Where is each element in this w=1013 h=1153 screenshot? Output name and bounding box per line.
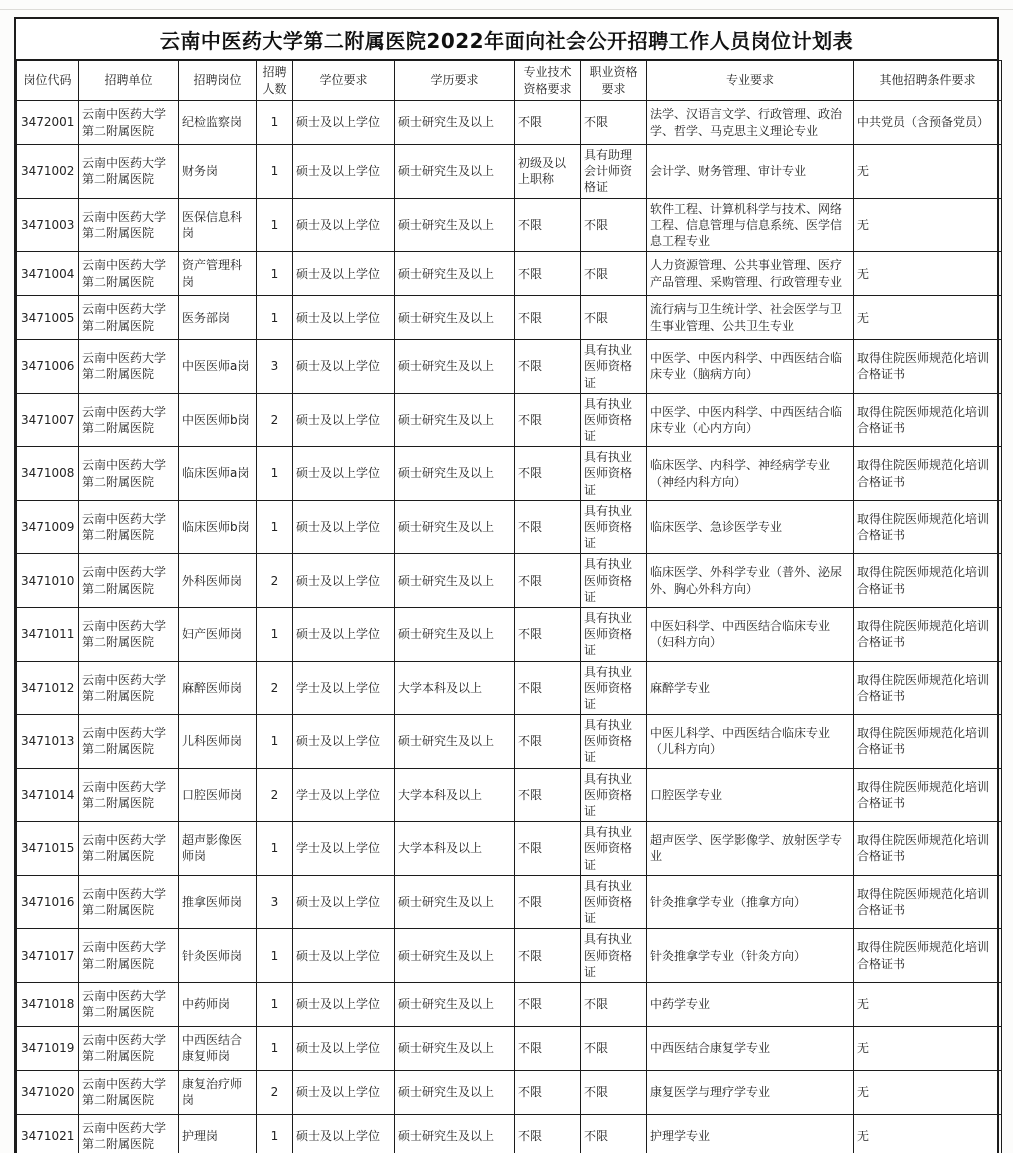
table-cell: 1 <box>257 500 293 554</box>
table-cell: 康复治疗师岗 <box>179 1070 257 1114</box>
table-cell: 中医学、中医内科学、中西医结合临床专业（心内方向） <box>647 393 854 447</box>
table-cell: 硕士及以上学位 <box>293 393 395 447</box>
table-cell: 1 <box>257 447 293 501</box>
table-cell: 1 <box>257 252 293 296</box>
table-cell: 硕士及以上学位 <box>293 929 395 983</box>
table-cell: 临床医学、内科学、神经病学专业（神经内科方向） <box>647 447 854 501</box>
table-cell: 具有执业医师资格证 <box>581 768 647 822</box>
table-row <box>17 929 1002 983</box>
table-cell: 硕士及以上学位 <box>293 982 395 1026</box>
table-cell: 云南中医药大学第二附属医院 <box>79 340 179 394</box>
table-cell: 具有执业医师资格证 <box>581 554 647 608</box>
table-cell: 不限 <box>515 252 581 296</box>
column-header-education-req: 学历要求 <box>395 61 515 101</box>
table-cell: 云南中医药大学第二附属医院 <box>79 661 179 715</box>
table-cell: 取得住院医师规范化培训合格证书 <box>854 607 1002 661</box>
table-cell: 取得住院医师规范化培训合格证书 <box>854 715 1002 769</box>
table-cell: 3471016 <box>17 875 79 929</box>
table-cell: 中医学、中医内科学、中西医结合临床专业（脑病方向） <box>647 340 854 394</box>
table-cell: 取得住院医师规范化培训合格证书 <box>854 661 1002 715</box>
table-cell: 会计学、财务管理、审计专业 <box>647 145 854 199</box>
page-title: 云南中医药大学第二附属医院2022年面向社会公开招聘工作人员岗位计划表 <box>16 19 997 60</box>
table-cell: 不限 <box>515 296 581 340</box>
table-cell: 具有执业医师资格证 <box>581 929 647 983</box>
table-cell: 护理学专业 <box>647 1114 854 1153</box>
recruitment-table-sheet <box>14 17 999 1153</box>
table-cell: 具有执业医师资格证 <box>581 715 647 769</box>
table-cell: 中药学专业 <box>647 982 854 1026</box>
table-cell: 硕士研究生及以上 <box>395 101 515 145</box>
table-cell: 取得住院医师规范化培训合格证书 <box>854 822 1002 876</box>
table-cell: 云南中医药大学第二附属医院 <box>79 252 179 296</box>
table-cell: 不限 <box>515 1070 581 1114</box>
table-row <box>17 447 1002 501</box>
table-cell: 大学本科及以上 <box>395 661 515 715</box>
table-cell: 无 <box>854 1070 1002 1114</box>
table-cell: 临床医学、急诊医学专业 <box>647 500 854 554</box>
table-cell: 不限 <box>515 554 581 608</box>
table-cell: 硕士研究生及以上 <box>395 393 515 447</box>
table-row <box>17 252 1002 296</box>
table-cell: 不限 <box>515 1114 581 1153</box>
table-cell: 不限 <box>581 982 647 1026</box>
table-header-row <box>17 61 1002 101</box>
table-row <box>17 1026 1002 1070</box>
table-cell: 云南中医药大学第二附属医院 <box>79 447 179 501</box>
table-cell: 不限 <box>515 198 581 252</box>
table-cell: 取得住院医师规范化培训合格证书 <box>854 554 1002 608</box>
table-row <box>17 875 1002 929</box>
table-cell: 1 <box>257 296 293 340</box>
table-cell: 硕士研究生及以上 <box>395 198 515 252</box>
table-cell: 1 <box>257 929 293 983</box>
table-row <box>17 500 1002 554</box>
table-cell: 学士及以上学位 <box>293 822 395 876</box>
table-cell: 硕士研究生及以上 <box>395 340 515 394</box>
table-cell: 硕士研究生及以上 <box>395 715 515 769</box>
table-cell: 妇产医师岗 <box>179 607 257 661</box>
table-cell: 硕士及以上学位 <box>293 607 395 661</box>
table-cell: 不限 <box>581 252 647 296</box>
table-cell: 硕士及以上学位 <box>293 447 395 501</box>
table-row <box>17 101 1002 145</box>
table-cell: 中医儿科学、中西医结合临床专业（儿科方向） <box>647 715 854 769</box>
table-cell: 1 <box>257 101 293 145</box>
table-cell: 3471017 <box>17 929 79 983</box>
table-cell: 云南中医药大学第二附属医院 <box>79 1070 179 1114</box>
table-cell: 硕士及以上学位 <box>293 1070 395 1114</box>
table-cell: 硕士及以上学位 <box>293 340 395 394</box>
table-cell: 硕士及以上学位 <box>293 875 395 929</box>
table-cell: 中共党员（含预备党员） <box>854 101 1002 145</box>
table-cell: 具有执业医师资格证 <box>581 875 647 929</box>
table-cell: 硕士研究生及以上 <box>395 296 515 340</box>
table-cell: 针灸医师岗 <box>179 929 257 983</box>
table-cell: 2 <box>257 1070 293 1114</box>
table-cell: 1 <box>257 982 293 1026</box>
table-cell: 云南中医药大学第二附属医院 <box>79 822 179 876</box>
table-cell: 云南中医药大学第二附属医院 <box>79 296 179 340</box>
table-cell: 硕士及以上学位 <box>293 500 395 554</box>
table-cell: 不限 <box>515 661 581 715</box>
table-cell: 硕士及以上学位 <box>293 1114 395 1153</box>
table-cell: 具有执业医师资格证 <box>581 607 647 661</box>
table-cell: 2 <box>257 393 293 447</box>
table-cell: 具有执业医师资格证 <box>581 661 647 715</box>
table-cell: 云南中医药大学第二附属医院 <box>79 607 179 661</box>
table-cell: 取得住院医师规范化培训合格证书 <box>854 447 1002 501</box>
table-cell: 云南中医药大学第二附属医院 <box>79 715 179 769</box>
table-cell: 具有执业医师资格证 <box>581 500 647 554</box>
table-cell: 硕士研究生及以上 <box>395 1026 515 1070</box>
table-cell: 3471018 <box>17 982 79 1026</box>
table-cell: 具有助理会计师资格证 <box>581 145 647 199</box>
table-cell: 云南中医药大学第二附属医院 <box>79 1026 179 1070</box>
table-cell: 推拿医师岗 <box>179 875 257 929</box>
table-cell: 不限 <box>581 1114 647 1153</box>
table-cell: 具有执业医师资格证 <box>581 447 647 501</box>
table-row <box>17 661 1002 715</box>
column-header-position: 招聘岗位 <box>179 61 257 101</box>
table-cell: 中西医结合康复师岗 <box>179 1026 257 1070</box>
table-cell: 取得住院医师规范化培训合格证书 <box>854 875 1002 929</box>
table-cell: 无 <box>854 145 1002 199</box>
table-row <box>17 1070 1002 1114</box>
table-cell: 软件工程、计算机科学与技术、网络工程、信息管理与信息系统、医学信息工程专业 <box>647 198 854 252</box>
table-row <box>17 296 1002 340</box>
recruitment-table <box>16 60 1002 1153</box>
table-cell: 硕士研究生及以上 <box>395 929 515 983</box>
table-cell: 硕士研究生及以上 <box>395 554 515 608</box>
table-cell: 取得住院医师规范化培训合格证书 <box>854 768 1002 822</box>
table-cell: 不限 <box>515 447 581 501</box>
table-cell: 硕士研究生及以上 <box>395 982 515 1026</box>
table-cell: 大学本科及以上 <box>395 768 515 822</box>
table-cell: 不限 <box>515 393 581 447</box>
column-header-occupational-qual-req: 职业资格要求 <box>581 61 647 101</box>
table-cell: 麻醉学专业 <box>647 661 854 715</box>
table-cell: 取得住院医师规范化培训合格证书 <box>854 393 1002 447</box>
table-cell: 不限 <box>515 768 581 822</box>
table-cell: 1 <box>257 715 293 769</box>
table-cell: 不限 <box>581 1026 647 1070</box>
table-cell: 3471006 <box>17 340 79 394</box>
table-cell: 3471020 <box>17 1070 79 1114</box>
table-cell: 3471012 <box>17 661 79 715</box>
table-cell: 不限 <box>515 715 581 769</box>
table-cell: 云南中医药大学第二附属医院 <box>79 198 179 252</box>
table-cell: 大学本科及以上 <box>395 822 515 876</box>
table-header <box>17 61 1002 101</box>
table-cell: 云南中医药大学第二附属医院 <box>79 554 179 608</box>
column-header-major-req: 专业要求 <box>647 61 854 101</box>
table-cell: 外科医师岗 <box>179 554 257 608</box>
table-cell: 具有执业医师资格证 <box>581 393 647 447</box>
table-cell: 2 <box>257 768 293 822</box>
table-cell: 康复医学与理疗学专业 <box>647 1070 854 1114</box>
table-row <box>17 607 1002 661</box>
table-cell: 硕士及以上学位 <box>293 145 395 199</box>
column-header-tech-qual-req: 专业技术资格要求 <box>515 61 581 101</box>
table-cell: 取得住院医师规范化培训合格证书 <box>854 340 1002 394</box>
table-cell: 3471014 <box>17 768 79 822</box>
column-header-recruiting-unit: 招聘单位 <box>79 61 179 101</box>
table-cell: 硕士及以上学位 <box>293 554 395 608</box>
column-header-other-req: 其他招聘条件要求 <box>854 61 1002 101</box>
table-cell: 麻醉医师岗 <box>179 661 257 715</box>
table-row <box>17 1114 1002 1153</box>
table-row <box>17 982 1002 1026</box>
table-cell: 学士及以上学位 <box>293 661 395 715</box>
table-cell: 针灸推拿学专业（针灸方向） <box>647 929 854 983</box>
table-cell: 云南中医药大学第二附属医院 <box>79 145 179 199</box>
table-cell: 不限 <box>515 982 581 1026</box>
table-cell: 超声医学、医学影像学、放射医学专业 <box>647 822 854 876</box>
table-cell: 儿科医师岗 <box>179 715 257 769</box>
table-cell: 法学、汉语言文学、行政管理、政治学、哲学、马克思主义理论专业 <box>647 101 854 145</box>
table-cell: 中医妇科学、中西医结合临床专业（妇科方向） <box>647 607 854 661</box>
table-cell: 硕士研究生及以上 <box>395 145 515 199</box>
table-cell: 2 <box>257 554 293 608</box>
table-cell: 不限 <box>581 296 647 340</box>
table-cell: 硕士及以上学位 <box>293 252 395 296</box>
table-cell: 无 <box>854 252 1002 296</box>
table-cell: 无 <box>854 982 1002 1026</box>
table-cell: 不限 <box>515 500 581 554</box>
table-cell: 无 <box>854 1114 1002 1153</box>
table-cell: 云南中医药大学第二附属医院 <box>79 101 179 145</box>
table-cell: 不限 <box>581 198 647 252</box>
table-cell: 不限 <box>581 101 647 145</box>
table-row <box>17 393 1002 447</box>
table-row <box>17 822 1002 876</box>
table-cell: 1 <box>257 1026 293 1070</box>
table-cell: 3471021 <box>17 1114 79 1153</box>
table-cell: 3472001 <box>17 101 79 145</box>
table-cell: 取得住院医师规范化培训合格证书 <box>854 929 1002 983</box>
table-cell: 3471008 <box>17 447 79 501</box>
table-cell: 无 <box>854 1026 1002 1070</box>
table-cell: 3471009 <box>17 500 79 554</box>
table-cell: 人力资源管理、公共事业管理、医疗产品管理、采购管理、行政管理专业 <box>647 252 854 296</box>
table-cell: 云南中医药大学第二附属医院 <box>79 929 179 983</box>
table-cell: 无 <box>854 296 1002 340</box>
table-cell: 临床医学、外科学专业（普外、泌尿外、胸心外科方向） <box>647 554 854 608</box>
page-top-edge <box>0 9 1013 10</box>
table-cell: 不限 <box>581 1070 647 1114</box>
table-row <box>17 145 1002 199</box>
table-cell: 1 <box>257 607 293 661</box>
table-cell: 硕士及以上学位 <box>293 198 395 252</box>
table-cell: 中西医结合康复学专业 <box>647 1026 854 1070</box>
table-row <box>17 340 1002 394</box>
table-cell: 不限 <box>515 340 581 394</box>
column-header-degree-req: 学位要求 <box>293 61 395 101</box>
table-cell: 硕士研究生及以上 <box>395 1070 515 1114</box>
table-cell: 不限 <box>515 875 581 929</box>
table-cell: 1 <box>257 198 293 252</box>
table-cell: 云南中医药大学第二附属医院 <box>79 982 179 1026</box>
table-cell: 硕士研究生及以上 <box>395 1114 515 1153</box>
table-cell: 具有执业医师资格证 <box>581 340 647 394</box>
table-cell: 纪检监察岗 <box>179 101 257 145</box>
table-body <box>17 101 1002 1153</box>
table-cell: 云南中医药大学第二附属医院 <box>79 393 179 447</box>
table-cell: 硕士及以上学位 <box>293 715 395 769</box>
column-header-position-code: 岗位代码 <box>17 61 79 101</box>
table-cell: 云南中医药大学第二附属医院 <box>79 875 179 929</box>
table-row <box>17 554 1002 608</box>
table-cell: 3471010 <box>17 554 79 608</box>
table-cell: 3471019 <box>17 1026 79 1070</box>
table-cell: 硕士研究生及以上 <box>395 252 515 296</box>
table-cell: 1 <box>257 822 293 876</box>
table-cell: 硕士研究生及以上 <box>395 875 515 929</box>
table-cell: 不限 <box>515 101 581 145</box>
table-cell: 硕士及以上学位 <box>293 101 395 145</box>
table-cell: 3471005 <box>17 296 79 340</box>
table-cell: 云南中医药大学第二附属医院 <box>79 768 179 822</box>
table-cell: 3471011 <box>17 607 79 661</box>
table-cell: 硕士及以上学位 <box>293 296 395 340</box>
table-cell: 口腔医师岗 <box>179 768 257 822</box>
table-cell: 中药师岗 <box>179 982 257 1026</box>
table-cell: 护理岗 <box>179 1114 257 1153</box>
table-row <box>17 768 1002 822</box>
table-cell: 云南中医药大学第二附属医院 <box>79 500 179 554</box>
table-cell: 3471003 <box>17 198 79 252</box>
table-cell: 不限 <box>515 822 581 876</box>
table-cell: 医务部岗 <box>179 296 257 340</box>
table-cell: 硕士研究生及以上 <box>395 500 515 554</box>
table-cell: 医保信息科岗 <box>179 198 257 252</box>
table-cell: 财务岗 <box>179 145 257 199</box>
table-cell: 3471007 <box>17 393 79 447</box>
table-cell: 3471013 <box>17 715 79 769</box>
table-cell: 具有执业医师资格证 <box>581 822 647 876</box>
table-cell: 中医医师a岗 <box>179 340 257 394</box>
table-cell: 无 <box>854 198 1002 252</box>
table-cell: 针灸推拿学专业（推拿方向） <box>647 875 854 929</box>
table-cell: 资产管理科岗 <box>179 252 257 296</box>
column-header-headcount: 招聘人数 <box>257 61 293 101</box>
table-cell: 1 <box>257 1114 293 1153</box>
table-cell: 1 <box>257 145 293 199</box>
table-cell: 硕士研究生及以上 <box>395 447 515 501</box>
table-cell: 临床医师a岗 <box>179 447 257 501</box>
table-cell: 3 <box>257 875 293 929</box>
table-cell: 临床医师b岗 <box>179 500 257 554</box>
table-cell: 硕士及以上学位 <box>293 1026 395 1070</box>
table-cell: 2 <box>257 661 293 715</box>
table-cell: 云南中医药大学第二附属医院 <box>79 1114 179 1153</box>
table-cell: 初级及以上职称 <box>515 145 581 199</box>
table-cell: 3471004 <box>17 252 79 296</box>
table-row <box>17 715 1002 769</box>
table-cell: 流行病与卫生统计学、社会医学与卫生事业管理、公共卫生专业 <box>647 296 854 340</box>
table-cell: 3 <box>257 340 293 394</box>
table-row <box>17 198 1002 252</box>
table-cell: 不限 <box>515 1026 581 1070</box>
table-cell: 取得住院医师规范化培训合格证书 <box>854 500 1002 554</box>
table-cell: 3471002 <box>17 145 79 199</box>
table-cell: 学士及以上学位 <box>293 768 395 822</box>
table-cell: 不限 <box>515 607 581 661</box>
table-cell: 中医医师b岗 <box>179 393 257 447</box>
table-cell: 3471015 <box>17 822 79 876</box>
table-cell: 超声影像医师岗 <box>179 822 257 876</box>
table-cell: 硕士研究生及以上 <box>395 607 515 661</box>
table-cell: 不限 <box>515 929 581 983</box>
table-cell: 口腔医学专业 <box>647 768 854 822</box>
